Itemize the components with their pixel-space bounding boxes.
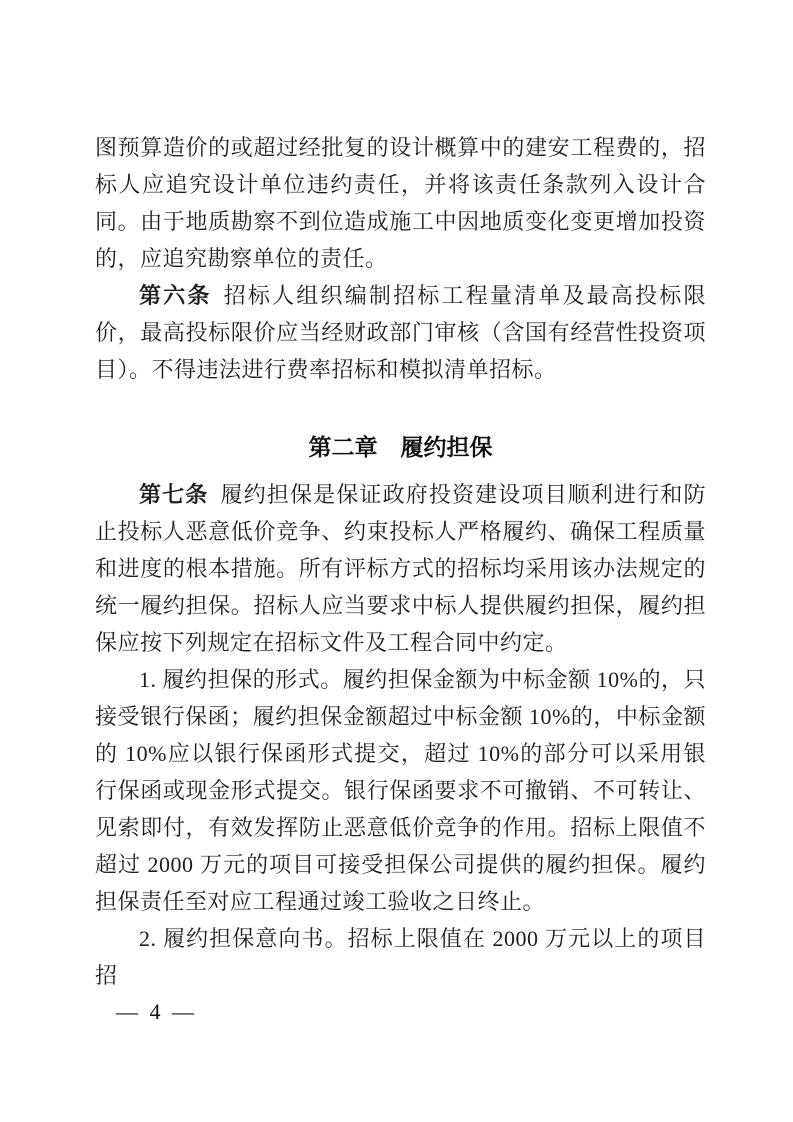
- chapter-heading: 第二章 履约担保: [308, 434, 493, 460]
- article-6-number: 第六条: [139, 283, 212, 308]
- article-7-number: 第七条: [139, 482, 209, 507]
- paragraph-article-6: [95, 277, 706, 388]
- paragraph-continuation: 图预算造价的或超过经批复的设计概算中的建安工程费的，招标人应追究设计单位违约责任，并将该责任条款列入设计合同。由于地质勘察不到位造成施工中因地质变化变更增加投资的，应追究勘察单位的责任。: [95, 135, 706, 271]
- article-7-text: 履约担保是保证政府投资建设项目顺利进行和防止投标人恶意低价竞争、约束投标人严格履约、确保工程质量和进度的根本措施。所有评标方式的招标均采用该办法规定的统一履约担保。招标人应当要求中标人提供履约担保，履约担保应按下列规定在招标文件及工程合同中约定。: [95, 482, 706, 655]
- article-6-text: 招标人组织编制招标工程量清单及最高投标限价，最高投标限价应当经财政部门审核（含国有经营性投资项目）。不得违法进行费率招标和模拟清单招标。: [95, 283, 706, 382]
- document-body: [95, 129, 706, 994]
- page-number: — 4 —: [116, 999, 197, 1024]
- paragraph-article-7: [95, 476, 706, 661]
- paragraph-item-2: 2. 履约担保意向书。招标上限值在 2000 万元以上的项目招: [95, 926, 706, 988]
- paragraph-item-1: 1. 履约担保的形式。履约担保金额为中标金额 10%的，只接受银行保函；履约担保金额超过中标金额 10%的，中标金额的 10%应以银行保函形式提交，超过 10%的部分可以采用银行保函或现金形式提交。银行保函要求不可撤销、不可转让、见索即付，有效发挥防止恶意低价竞争的作用。招标上限值不超过 2000 万元的项目可接受担保公司提供的履约担保。履约担保责任至对应工程通过竣工验收之日终止。: [95, 667, 706, 914]
